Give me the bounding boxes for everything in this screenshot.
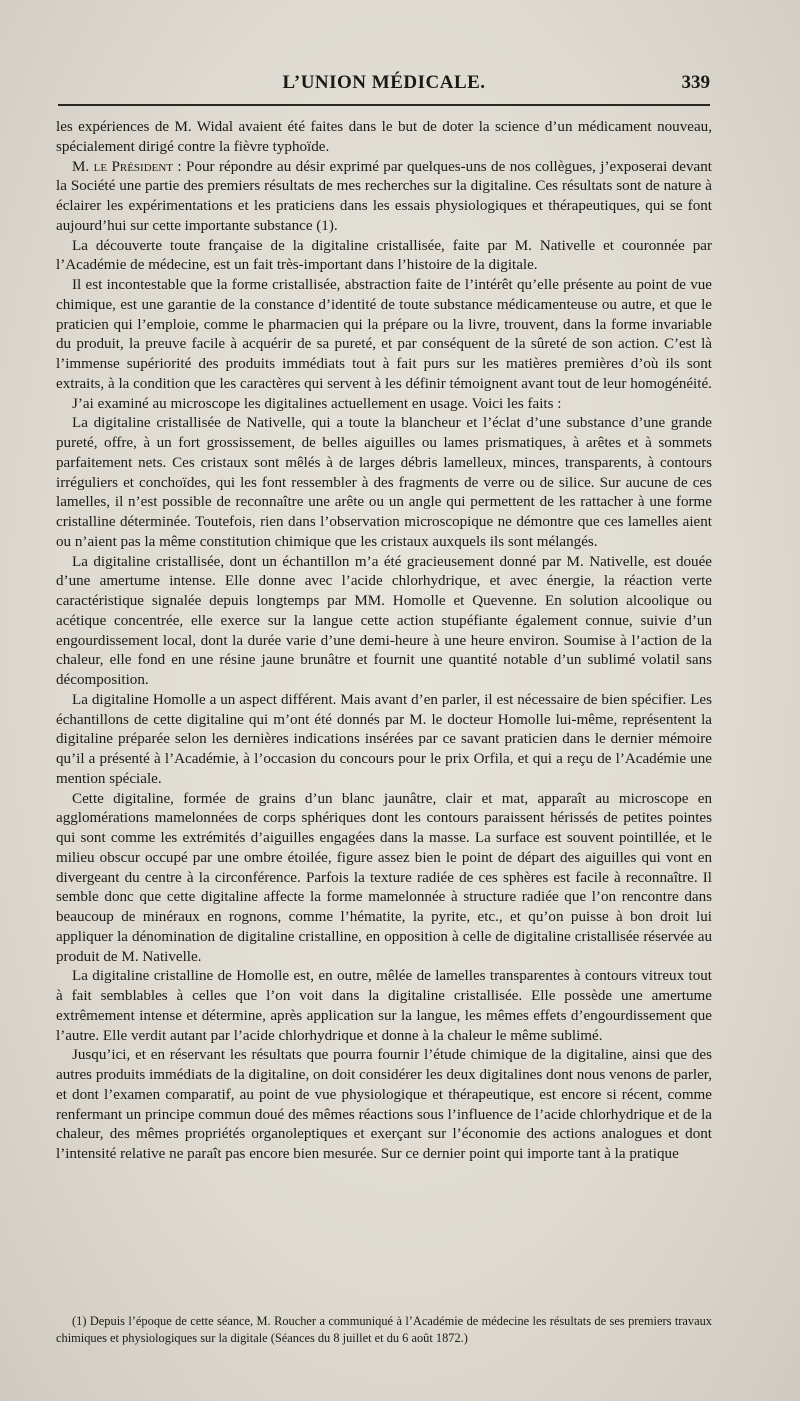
paragraph: La digitaline Homolle a un aspect différent. Mais avant d’en parler, il est nécessaire de bien spécifier. Les échantillons de cette digitaline qui m’ont été donnés par M. le docteur Homolle lui-même, représentent la digitaline préparée selon les dernières indications insérées par ce savant praticien dans le dernier mémoire qu’il a présenté à l’Académie, à l’occasion du concours pour le prix Orfila, et qui a reçu de l’Académie une mention spéciale.	[56, 691, 712, 787]
paragraph: La digitaline cristallisée, dont un échantillon m’a été gracieusement donné par M. Nativelle, est douée d’une amertume intense. Elle donne avec l’acide chlorhydrique, et avec énergie, la réaction verte caractéristique signalée depuis longtemps par MM. Homolle et Quevenne. En solution alcoolique ou acétique concentrée, elle exerce sur la langue cette action stupéfiante également connue, suivie d’un engourdissement local, dont la durée varie d’une demi-heure à une heure environ. Soumise à l’action de la chaleur, elle fond en une résine jaune brunâtre et fournit une quantité notable d’un sublimé volatil sans décomposition.	[56, 553, 712, 688]
paragraph-text: Pour répondre au désir exprimé par quelques-uns de nos collègues, j’exposerai devant la Société une partie des premiers résultats de mes recherches sur la digitaline. Ces résultats sont de nature à éclairer les expérimentations et les praticiens dans les essais physiologiques et thérapeutiques, qui se font aujourd’hui sur cette importante substance (1).	[56, 158, 712, 234]
paragraph: Il est incontestable que la forme cristallisée, abstraction faite de l’intérêt qu’elle présente au point de vue chimique, est une garantie de la constance d’identité de toute substance médicamenteuse ou autre, et que le praticien qui l’emploie, comme le pharmacien qui la prépare ou la livre, trouvent, dans la forme invariable du produit, la preuve facile à acquérir de sa pureté, et par conséquent de la sûreté de son action. C’est là l’immense supériorité des produits immédiats tout à fait purs sur les matières premières d’où ils sont extraits, à la condition que les caractères qui servent à les définir témoignent avant tout de leur homogénéité.	[56, 277, 712, 392]
paragraph: J’ai examiné au microscope les digitalines actuellement en usage. Voici les faits :	[72, 395, 562, 412]
header-rule	[58, 104, 710, 106]
paragraph: Cette digitaline, formée de grains d’un blanc jaunâtre, clair et mat, apparaît au microscope en agglomérations mamelonnées de corps sphériques dont les contours paraissent hérissés de petites pointes qui sont comme les extrémités d’aiguilles engagées dans la masse. La surface est souvent pointillée, et le milieu obscur occupé par une ombre étoilée, figure assez bien le point de départ des aiguilles qui vont en divergeant du centre à la circonférence. Parfois la texture radiée de ces sphères est facile à reconnaître. Il semble donc que cette digitaline affecte la forme mamelonnée à structure radiée que l’on rencontre dans beaucoup de minéraux en rognons, comme l’hématite, la pyrite, etc., et qu’on puisse à bon droit lui appliquer la dénomination de digitaline cristalline, en opposition à celle de digitaline cristallisée réservée au produit de M. Nativelle.	[56, 790, 712, 965]
paragraph-speech	[56, 158, 712, 237]
paragraph: La digitaline cristallisée de Nativelle, qui a toute la blancheur et l’éclat d’une substance d’une grande pureté, offre, à un fort grossissement, de belles aiguilles ou lames prismatiques, à arêtes et à sommets parfaitement nets. Ces cristaux sont mêlés à de larges débris lamelleux, minces, transparents, à contours irréguliers et conchoïdes, qui les font ressembler à des fragments de verre ou de silice. Sur aucune de ces lamelles, il n’est possible de reconnaître une arête ou un angle qui permettent de les rattacher à une forme cristalline déterminée. Toutefois, rien dans l’observation microscopique ne démontre que ces lamelles aient ou n’aient pas la même constitution chimique que les cristaux auxquels ils sont mélangés.	[56, 415, 712, 550]
paragraph: les expériences de M. Widal avaient été faites dans le but de doter la science d’un médicament nouveau, spécialement dirigé contre la fièvre typhoïde.	[56, 119, 712, 155]
paragraph: La digitaline cristalline de Homolle est, en outre, mêlée de lamelles transparentes à contours vitreux tout à fait semblables à celles que l’on voit dans la digitaline cristallisée. Elle possède une amertume extrêmement intense et détermine, après application sur la langue, les mêmes effets d’engourdissement que l’autre. Elle verdit autant par l’acide chlorhydrique et donne à la chaleur le même sublimé.	[56, 968, 712, 1044]
article-body	[56, 118, 712, 1165]
speaker-label: M. le Président :	[72, 158, 182, 175]
page-header	[58, 72, 710, 102]
paragraph: La découverte toute française de la digitaline cristallisée, faite par M. Nativelle et couronnée par l’Académie de médecine, est un fait très-important dans l’histoire de la digitale.	[56, 237, 712, 274]
paragraph: Jusqu’ici, et en réservant les résultats que pourra fournir l’étude chimique de la digitaline, ainsi que des autres produits immédiats de la digitaline, on doit considérer les deux digitalines dont nous venons de parler, et dont l’examen comparatif, au point de vue physiologique et thérapeutique, est encore si récent, comme renfermant un principe commun doué des mêmes réactions sous l’influence de l’acide chlorhydrique et de la chaleur, des mêmes propriétés organoleptiques et exerçant sur l’économie des actions analogues et dont l’intensité relative ne paraît pas encore bien mesurée. Sur ce dernier point qui importe tant à la pratique	[56, 1047, 712, 1162]
footnote: (1) Depuis l’époque de cette séance, M. Roucher a communiqué à l’Académie de médecine les résultats de ses premiers travaux chimiques et physiologiques sur la digitale (Séances du 8 juillet et du 6 août 1872.)	[56, 1314, 712, 1345]
running-title: L’UNION MÉDICALE.	[282, 72, 486, 93]
page-number: 339	[681, 72, 710, 93]
